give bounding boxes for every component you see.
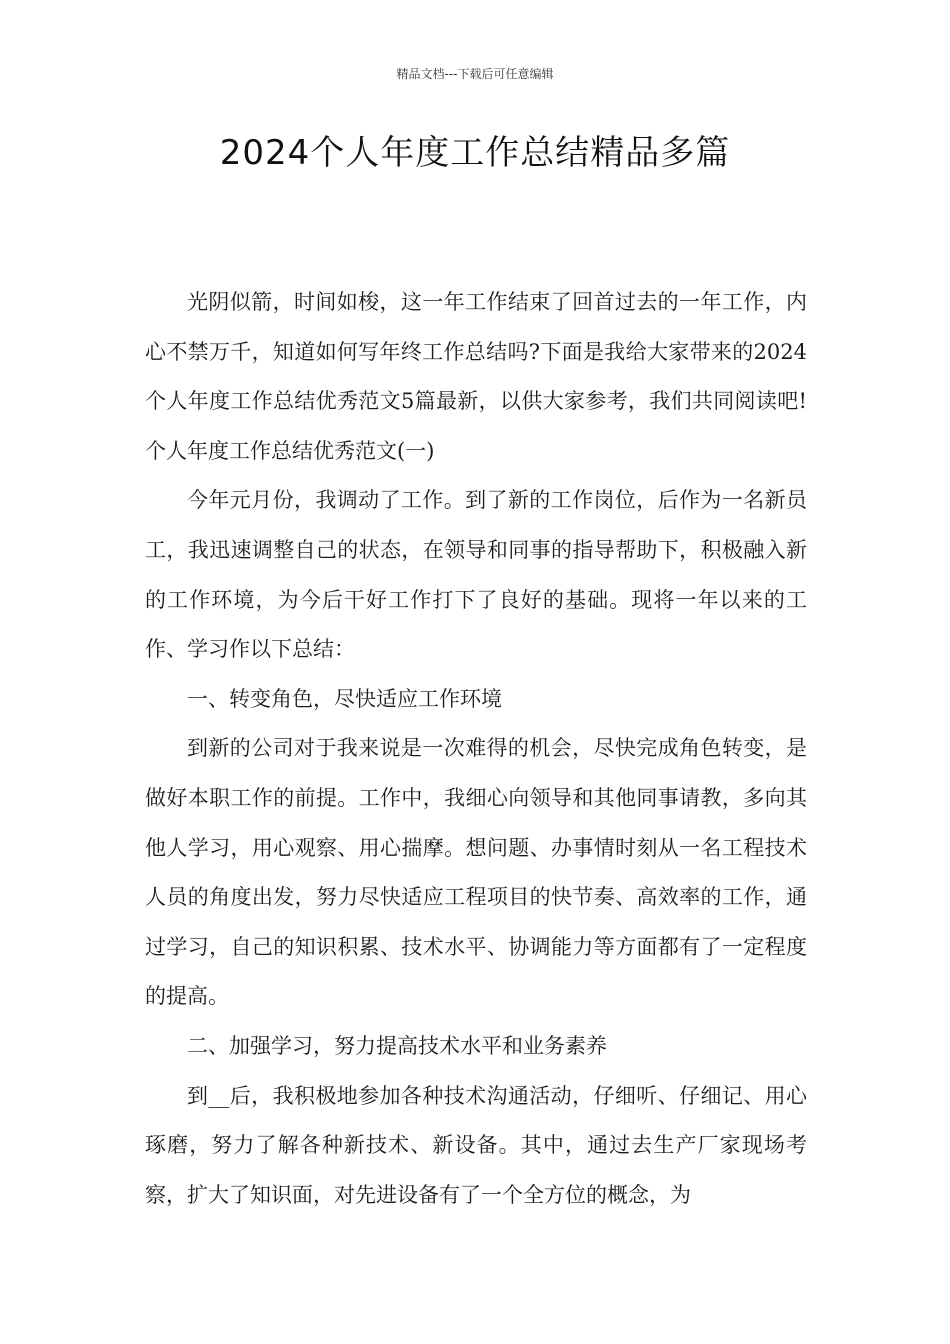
- paragraph-intro: 光阴似箭，时间如梭，这一年工作结束了回首过去的一年工作，内心不禁万千，知道如何写年终工作总结吗?下面是我给大家带来的2024个人年度工作总结优秀范文5篇最新，以供大家参考，我们共同阅读吧!个人年度工作总结优秀范文(一): [145, 290, 807, 463]
- paragraph-section-2: 到__后，我积极地参加各种技术沟通活动，仔细听、仔细记、用心琢磨，努力了解各种新技术、新设备。其中，通过去生产厂家现场考察，扩大了知识面，对先进设备有了一个全方位的概念，为: [145, 1083, 807, 1207]
- section-heading-1: 一、转变角色，尽快适应工作环境: [187, 686, 502, 711]
- document-title: 2024个人年度工作总结精品多篇: [219, 133, 731, 173]
- page-header: 精品文档---下载后可任意编辑: [396, 67, 554, 81]
- section-heading-2: 二、加强学习，努力提高技术水平和业务素养: [187, 1033, 607, 1058]
- paragraph-section-1: 到新的公司对于我来说是一次难得的机会，尽快完成角色转变，是做好本职工作的前提。工作中，我细心向领导和其他同事请教，多向其他人学习，用心观察、用心揣摩。想问题、办事情时刻从一名工程技术人员的角度出发，努力尽快适应工程项目的快节奏、高效率的工作，通过学习，自己的知识积累、技术水平、协调能力等方面都有了一定程度的提高。: [145, 736, 807, 1009]
- document-body: [145, 278, 807, 1220]
- paragraph-overview: 今年元月份，我调动了工作。到了新的工作岗位，后作为一名新员工，我迅速调整自己的状态，在领导和同事的指导帮助下，积极融入新的工作环境，为今后干好工作打下了良好的基础。现将一年以来的工作、学习作以下总结：: [145, 488, 807, 662]
